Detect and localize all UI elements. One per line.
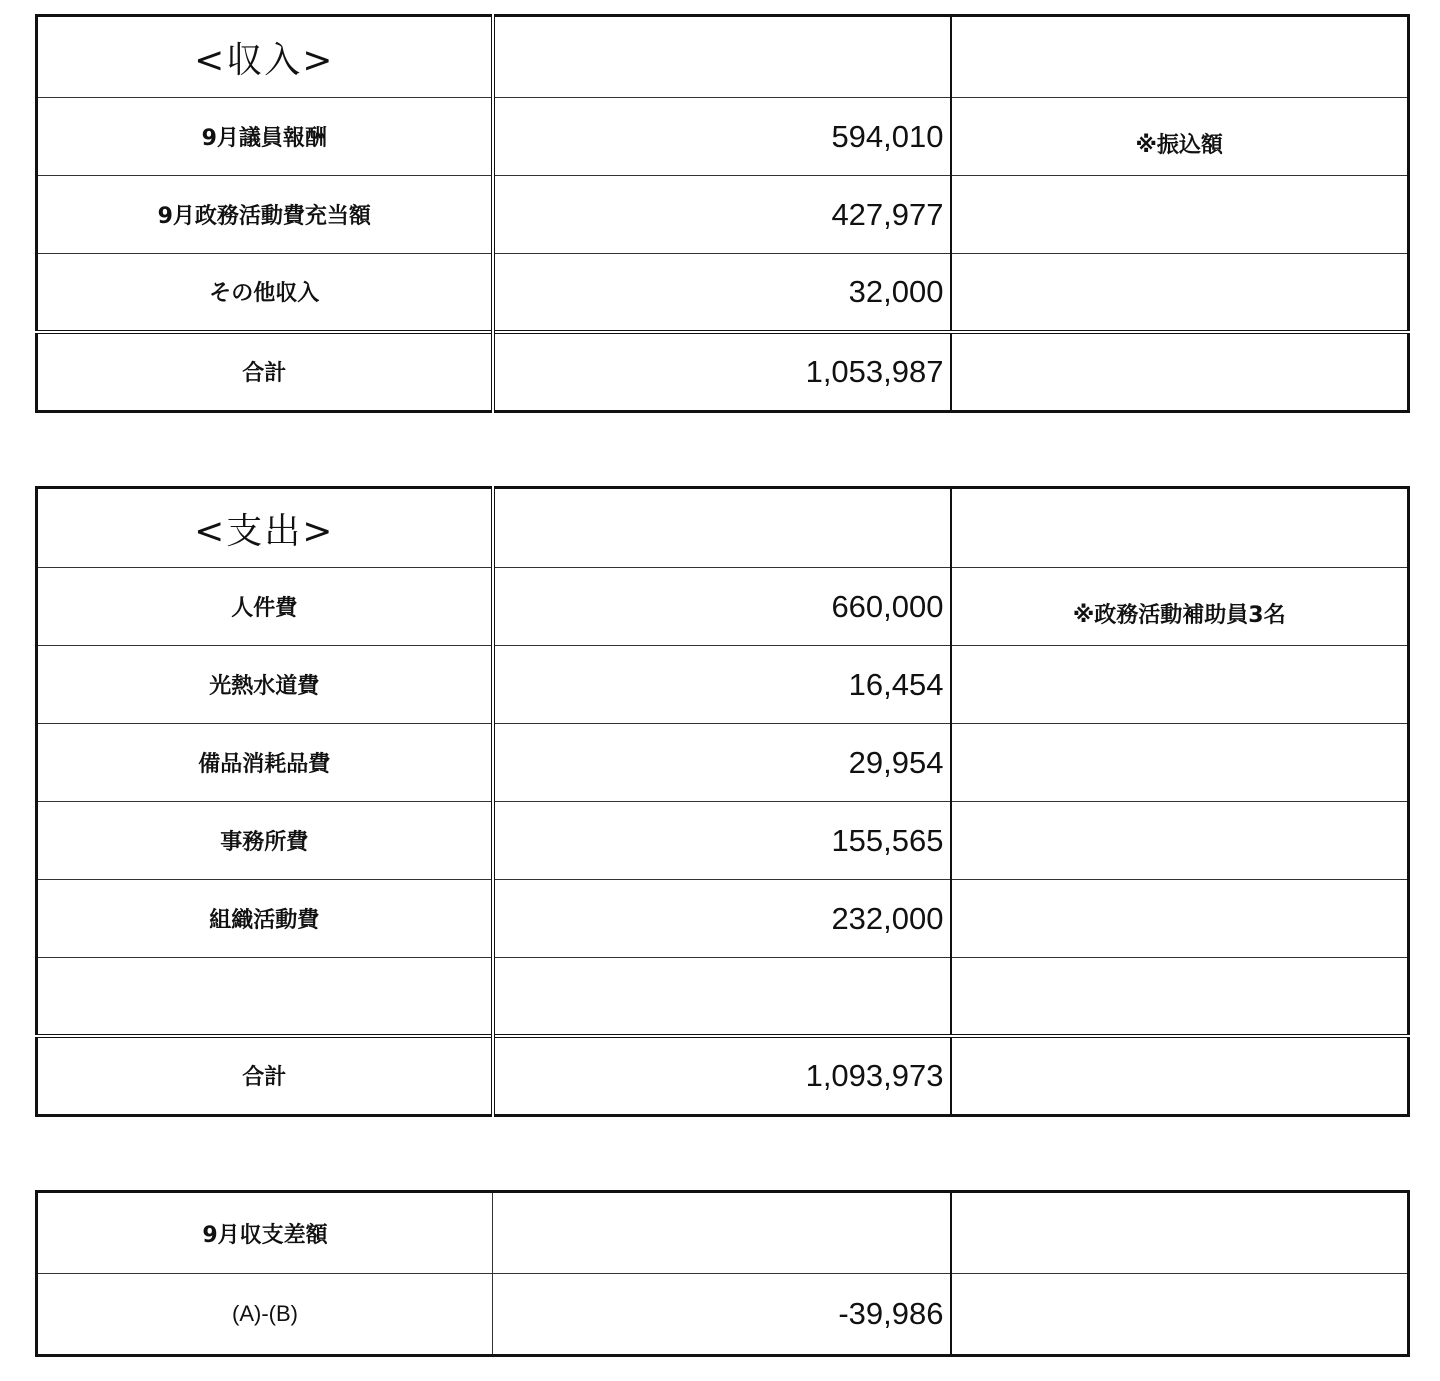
balance-formula-label: (A)-(B) (37, 1274, 493, 1356)
balance-title-amount-cell (493, 1192, 951, 1274)
expense-total-note-cell (951, 1036, 1409, 1116)
income-heading: <収入> (37, 16, 493, 98)
expense-row-blank (37, 958, 1409, 1036)
expense-row (37, 568, 1409, 646)
income-row-amount: 427,977 (493, 176, 951, 254)
income-row-amount: 32,000 (493, 254, 951, 332)
balance-note-cell (951, 1274, 1409, 1356)
expense-total-label: 合計 (37, 1036, 493, 1116)
balance-title-row (37, 1192, 1409, 1274)
income-row-note-text: ※振込額 (1135, 133, 1223, 158)
balance-amount: -39,986 (493, 1274, 951, 1356)
income-total-amount: 1,053,987 (493, 332, 951, 412)
balance-value-row (37, 1274, 1409, 1356)
expense-row-note (951, 880, 1409, 958)
expense-row-note (951, 724, 1409, 802)
expense-row-amount: 29,954 (493, 724, 951, 802)
income-heading-note-cell (951, 16, 1409, 98)
expense-row (37, 646, 1409, 724)
income-row-label: 9月政務活動費充当額 (37, 176, 493, 254)
balance-title-note-cell (951, 1192, 1409, 1274)
expense-heading-amount-cell (493, 488, 951, 568)
expense-row-label (37, 958, 493, 1036)
expense-row-note (951, 568, 1409, 646)
income-total-row (37, 332, 1409, 412)
expense-row-label: 人件費 (37, 568, 493, 646)
expense-total-amount: 1,093,973 (493, 1036, 951, 1116)
income-row-label: 9月議員報酬 (37, 98, 493, 176)
expense-row-note (951, 958, 1409, 1036)
balance-table (35, 1190, 1410, 1357)
expense-total-row (37, 1036, 1409, 1116)
income-total-label: 合計 (37, 332, 493, 412)
balance-title: 9月収支差額 (37, 1192, 493, 1274)
income-row (37, 176, 1409, 254)
expense-heading: <支出> (37, 488, 493, 568)
expense-row-note-text: ※政務活動補助員3名 (1072, 603, 1286, 628)
expense-row-amount: 155,565 (493, 802, 951, 880)
income-table (35, 14, 1410, 413)
income-row-label: その他収入 (37, 254, 493, 332)
income-row (37, 254, 1409, 332)
expense-row-amount (493, 958, 951, 1036)
income-row (37, 98, 1409, 176)
expense-row (37, 880, 1409, 958)
expense-row-label: 事務所費 (37, 802, 493, 880)
income-row-amount: 594,010 (493, 98, 951, 176)
expense-heading-note-cell (951, 488, 1409, 568)
income-row-note (951, 98, 1409, 176)
expense-row-amount: 16,454 (493, 646, 951, 724)
expense-row (37, 724, 1409, 802)
expense-table (35, 486, 1410, 1117)
expense-row (37, 802, 1409, 880)
income-row-note (951, 176, 1409, 254)
expense-row-label: 光熱水道費 (37, 646, 493, 724)
expense-row-note (951, 802, 1409, 880)
expense-row-amount: 232,000 (493, 880, 951, 958)
expense-row-amount: 660,000 (493, 568, 951, 646)
income-heading-amount-cell (493, 16, 951, 98)
expense-row-label: 組織活動費 (37, 880, 493, 958)
income-heading-row (37, 16, 1409, 98)
expense-row-note (951, 646, 1409, 724)
income-row-note (951, 254, 1409, 332)
expense-heading-row (37, 488, 1409, 568)
expense-row-label: 備品消耗品費 (37, 724, 493, 802)
income-total-note-cell (951, 332, 1409, 412)
